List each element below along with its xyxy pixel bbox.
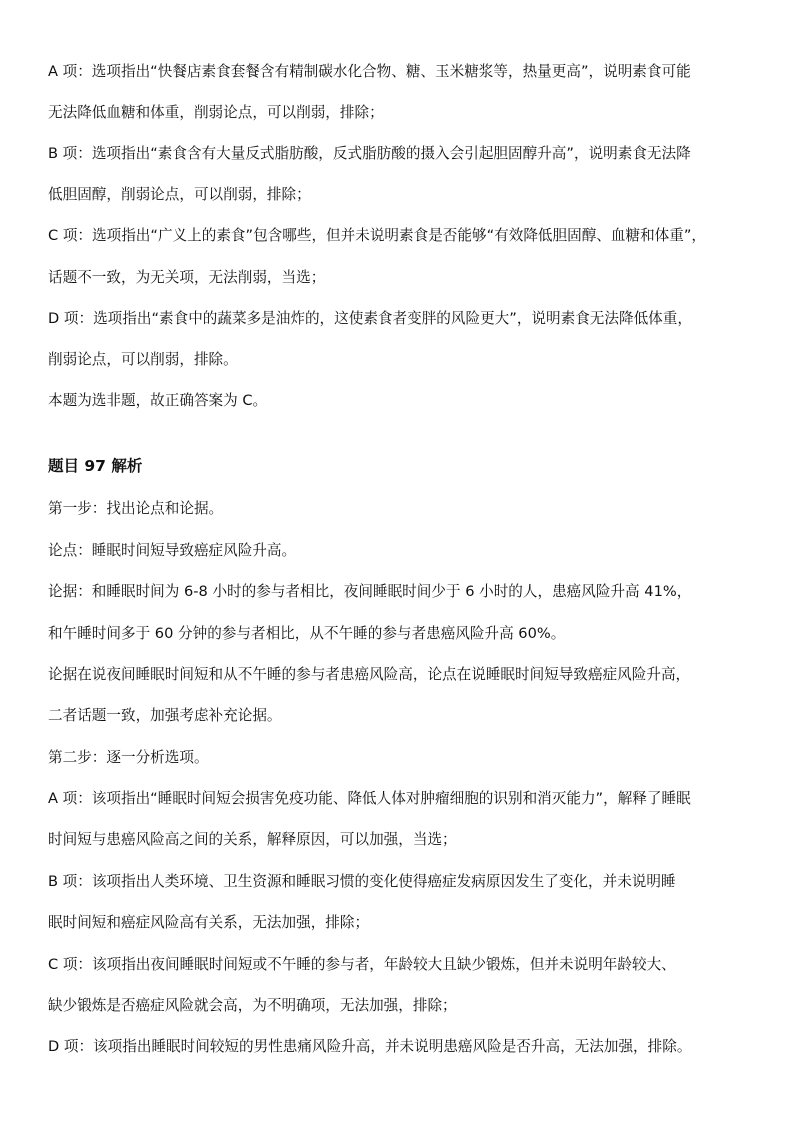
- analysis-line-1: 论据在说夜间睡眠时间短和从不午睡的参与者患癌风险高，论点在说睡眠时间短导致癌症风险升高，: [48, 666, 691, 683]
- q97-option-b-line-2: 眠时间短和癌症风险高有关系，无法加强，排除；: [48, 914, 370, 931]
- option-c-line-2: 话题不一致，为无关项，无法削弱，当选；: [48, 269, 326, 286]
- option-d-line-1: D 项：选项指出“素食中的蔬菜多是油炸的，这使素食者变胖的风险更大”，说明素食无法降低体重，: [48, 310, 692, 327]
- step-2-label: 第二步：逐一分析选项。: [48, 749, 209, 766]
- q97-option-d-line-1: D 项：该项指出睡眠时间较短的男性患痛风险升高，并未说明患癌风险是否升高，无法加强，排除。: [48, 1038, 692, 1055]
- option-b-line-1: B 项：选项指出“素食含有大量反式脂肪酸，反式脂肪酸的摄入会引起胆固醇升高”，说明素食无法降: [48, 145, 691, 162]
- evidence-line-1: 论据：和睡眠时间为 6-8 小时的参与者相比，夜间睡眠时间少于 6 小时的人，患癌风险升高 41%，: [48, 583, 692, 600]
- step-1-label: 第一步：找出论点和论据。: [48, 500, 224, 517]
- option-c-line-1: C 项：选项指出“广义上的素食”包含哪些，但并未说明素食是否能够“有效降低胆固醇、血糖和体重”，: [48, 227, 707, 244]
- evidence-line-2: 和午睡时间多于 60 分钟的参与者相比，从不午睡的参与者患癌风险升高 60%。: [48, 625, 566, 642]
- q97-option-a-line-2: 时间短与患癌风险高之间的关系，解释原因，可以加强，当选；: [48, 831, 457, 848]
- q97-option-a-line-1: A 项：该项指出“睡眠时间短会损害免疫功能、降低人体对肿瘤细胞的识别和消灭能力”，解释了睡眠: [48, 790, 691, 807]
- option-a-line-2: 无法降低血糖和体重，削弱论点，可以削弱，排除；: [48, 104, 384, 121]
- analysis-line-2: 二者话题一致，加强考虑补充论据。: [48, 707, 282, 724]
- option-b-line-2: 低胆固醇，削弱论点，可以削弱，排除；: [48, 186, 311, 203]
- option-a-line-1: A 项：选项指出“快餐店素食套餐含有精制碳水化合物、糖、玉米糖浆等，热量更高”，说明素食可能: [48, 63, 691, 80]
- q97-option-c-line-2: 缺少锻炼是否癌症风险就会高，为不明确项，无法加强，排除；: [48, 997, 457, 1014]
- q97-option-c-line-1: C 项：该项指出夜间睡眠时间短或不午睡的参与者，年龄较大且缺少锻炼，但并未说明年龄较大、: [48, 956, 676, 973]
- option-d-line-2: 削弱论点，可以削弱，排除。: [48, 351, 238, 368]
- answer-conclusion: 本题为选非题，故正确答案为 C。: [48, 392, 268, 409]
- question-97-heading: 题目 97 解析: [48, 457, 143, 475]
- thesis-line: 论点：睡眠时间短导致癌症风险升高。: [48, 542, 297, 559]
- q97-option-b-line-1: B 项：该项指出人类环境、卫生资源和睡眠习惯的变化使得癌症发病原因发生了变化，并未说明睡: [48, 873, 676, 890]
